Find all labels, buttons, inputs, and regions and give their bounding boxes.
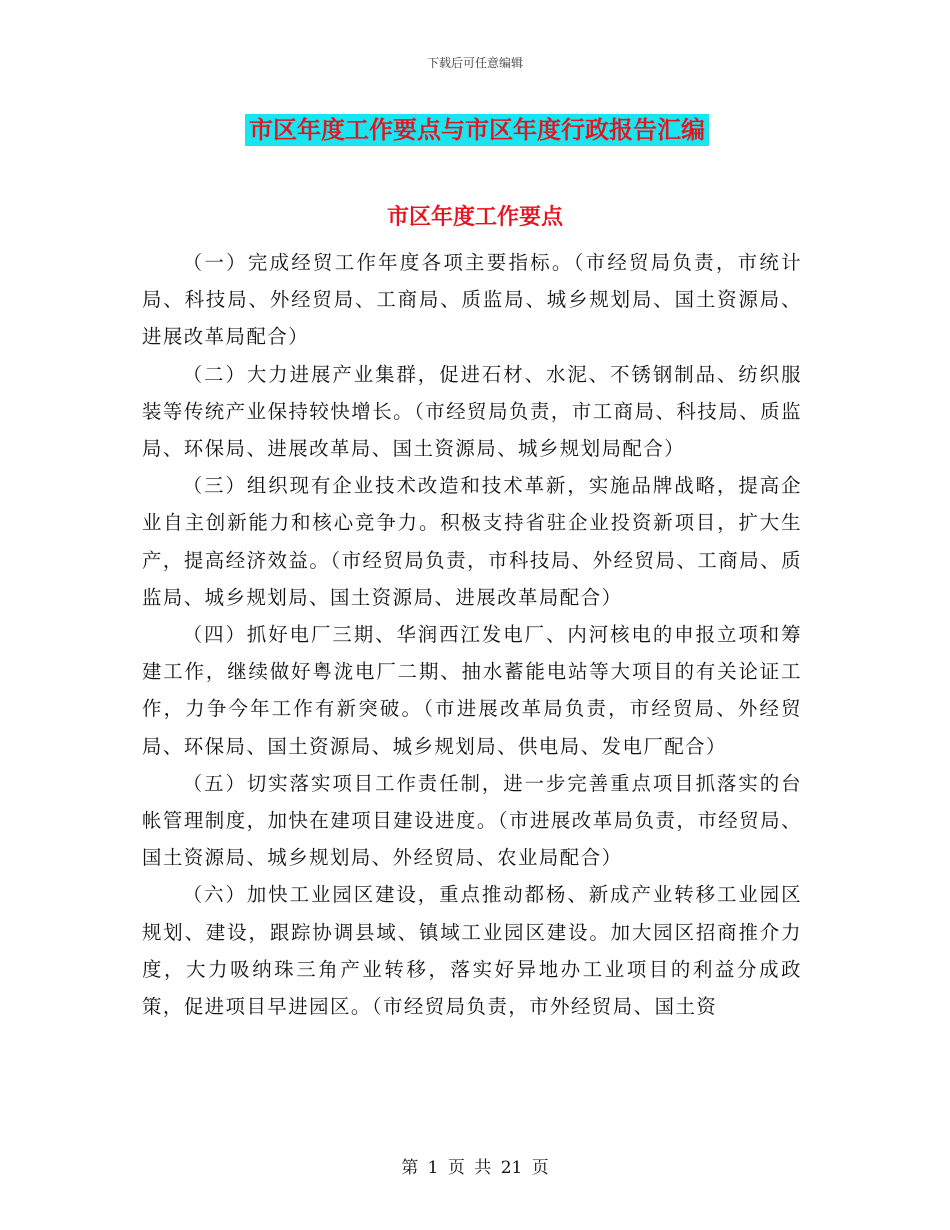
paragraph-6: （六）加快工业园区建设，重点推动都杨、新成产业转移工业园区规划、建设，跟踪协调县域、镇域工业园区建设。加大园区招商推介力度，大力吸纳珠三角产业转移，落实好异地办工业项目的利益分成政策，促进项目早进园区。（市经贸局负责，市外经贸局、国土资 [142,883,802,1019]
paragraph-5: （五）切实落实项目工作责任制，进一步完善重点项目抓落实的台帐管理制度，加快在建项目建设进度。（市进展改革局负责，市经贸局、国土资源局、城乡规划局、外经贸局、农业局配合） [142,771,802,870]
paragraph-3: （三）组织现有企业技术改造和技术革新，实施品牌战略，提高企业自主创新能力和核心竞争力。积极支持省驻企业投资新项目，扩大生产，提高经济效益。（市经贸局负责，市科技局、外经贸局、工商局、质监局、城乡规划局、国土资源局、进展改革局配合） [142,474,802,609]
paragraph-2: （二）大力进展产业集群，促进石材、水泥、不锈钢制品、纺织服装等传统产业保持较快增长。（市经贸局负责，市工商局、科技局、质监局、环保局、进展改革局、国土资源局、城乡规划局配合） [142,362,802,461]
section-title: 市区年度工作要点 [386,204,563,230]
header-note: 下载后可任意编辑 [426,56,523,70]
document-title: 市区年度工作要点与市区年度行政报告汇编 [245,114,709,146]
page-indicator: 第 1 页 共 21 页 [401,1158,549,1178]
document-body [142,244,802,1025]
paragraph-1: （一）完成经贸工作年度各项主要指标。（市经贸局负责，市统计局、科技局、外经贸局、工商局、质监局、城乡规划局、国土资源局、进展改革局配合） [142,251,802,349]
paragraph-4: （四）抓好电厂三期、华润西江发电厂、内河核电的申报立项和筹建工作，继续做好粤泷电厂二期、抽水蓄能电站等大项目的有关论证工作，力争今年工作有新突破。（市进展改革局负责，市经贸局、外经贸局、环保局、国土资源局、城乡规划局、供电局、发电厂配合） [142,623,802,758]
